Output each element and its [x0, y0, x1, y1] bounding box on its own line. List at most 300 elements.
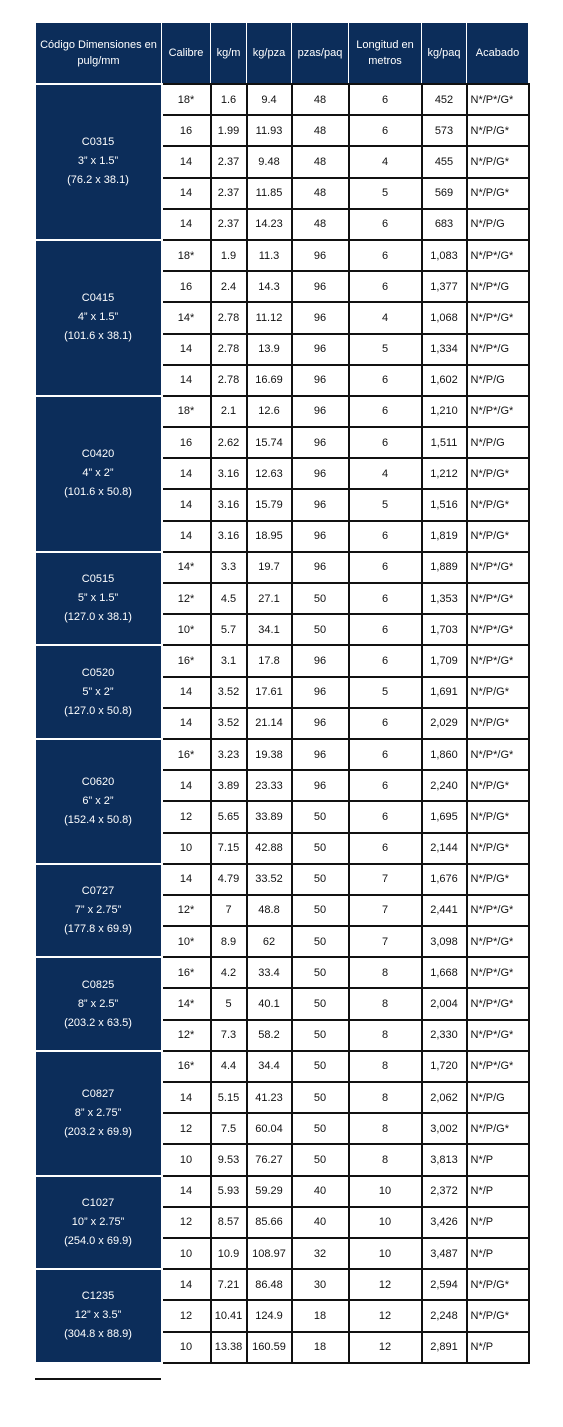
- cell-kgpaq: 1,695: [422, 801, 467, 832]
- cell-calibre: 12: [162, 1207, 211, 1238]
- cell-acabado: N*/P/G*: [467, 1113, 529, 1144]
- cell-longitud: 10: [349, 1238, 422, 1269]
- cell-pzas: 96: [292, 334, 349, 365]
- cell-longitud: 8: [349, 1082, 422, 1113]
- cell-acabado: N*/P/G*: [467, 708, 529, 739]
- cell-pzas: 50: [292, 864, 349, 895]
- cell-longitud: 6: [349, 833, 422, 864]
- cell-acabado: N*/P: [467, 1207, 529, 1238]
- table-row: [36, 84, 529, 115]
- cell-pzas: 96: [292, 645, 349, 676]
- cell-acabado: N*/P*/G*: [467, 84, 529, 115]
- cell-kgpaq: 1,602: [422, 365, 467, 396]
- cell-pzas: 40: [292, 1176, 349, 1207]
- cell-kgpza: 48.8: [247, 895, 292, 926]
- cell-longitud: 5: [349, 489, 422, 520]
- cell-acabado: N*/P*/G*: [467, 1051, 529, 1082]
- cell-calibre: 10: [162, 1332, 211, 1363]
- dimensions-mm: (254.0 x 69.9): [64, 1234, 132, 1247]
- cell-kgpza: 9.48: [247, 146, 292, 177]
- product-code-cell: [36, 645, 162, 739]
- table-row: [36, 1051, 529, 1082]
- cell-kgpza: 9.4: [247, 84, 292, 115]
- cell-longitud: 6: [349, 583, 422, 614]
- cell-kgm: 13.38: [211, 1332, 247, 1363]
- cell-kgpza: 11.12: [247, 302, 292, 333]
- dimensions-mm: (101.6 x 50.8): [64, 486, 132, 499]
- cell-pzas: 50: [292, 833, 349, 864]
- cell-kgpaq: 3,098: [422, 926, 467, 957]
- cell-kgm: 4.4: [211, 1051, 247, 1082]
- header-kgm: kg/m: [211, 23, 247, 85]
- cell-pzas: 96: [292, 427, 349, 458]
- cell-kgm: 2.78: [211, 302, 247, 333]
- product-code: C0515: [81, 573, 115, 586]
- product-code: C0315: [81, 136, 115, 149]
- cell-pzas: 48: [292, 84, 349, 115]
- dimensions-inches: 3” x 1.5”: [77, 155, 119, 168]
- product-code: C0825: [81, 978, 115, 991]
- cell-kgm: 8.9: [211, 926, 247, 957]
- cell-kgpaq: 2,029: [422, 708, 467, 739]
- cell-acabado: N*/P*/G*: [467, 240, 529, 271]
- cell-kgm: 2.4: [211, 271, 247, 302]
- cell-acabado: N*/P/G: [467, 209, 529, 240]
- cell-acabado: N*/P*/G*: [467, 396, 529, 427]
- cell-kgm: 3.16: [211, 521, 247, 552]
- cell-calibre: 14: [162, 677, 211, 708]
- cell-kgm: 2.62: [211, 427, 247, 458]
- cell-calibre: 16*: [162, 1051, 211, 1082]
- cell-pzas: 96: [292, 396, 349, 427]
- cell-kgpaq: 3,426: [422, 1207, 467, 1238]
- product-code-cell: [36, 957, 162, 1051]
- cell-kgpaq: 2,248: [422, 1300, 467, 1331]
- table-row: [36, 396, 529, 427]
- cell-longitud: 6: [349, 521, 422, 552]
- dimensions-inches: 5” x 1.5”: [77, 592, 119, 605]
- cell-calibre: 10*: [162, 614, 211, 645]
- cell-acabado: N*/P*/G*: [467, 739, 529, 770]
- cell-kgm: 1.99: [211, 115, 247, 146]
- cell-longitud: 6: [349, 115, 422, 146]
- cell-calibre: 18*: [162, 396, 211, 427]
- cell-kgpaq: 1,334: [422, 334, 467, 365]
- cell-pzas: 48: [292, 146, 349, 177]
- product-code-cell: [36, 396, 162, 552]
- cell-acabado: N*/P*/G*: [467, 1020, 529, 1051]
- cell-acabado: N*/P*/G*: [467, 926, 529, 957]
- cell-calibre: 14: [162, 521, 211, 552]
- cell-pzas: 50: [292, 895, 349, 926]
- product-code-cell: [36, 552, 162, 646]
- cell-kgpza: 11.93: [247, 115, 292, 146]
- cell-longitud: 4: [349, 146, 422, 177]
- cell-longitud: 12: [349, 1332, 422, 1363]
- cell-acabado: N*/P/G*: [467, 833, 529, 864]
- cell-acabado: N*/P*/G*: [467, 645, 529, 676]
- dimensions-mm: (177.8 x 69.9): [64, 922, 132, 935]
- product-code-cell: [36, 1176, 162, 1270]
- cell-calibre: 16*: [162, 957, 211, 988]
- cell-kgm: 7.3: [211, 1020, 247, 1051]
- cell-longitud: 10: [349, 1176, 422, 1207]
- dimensions-mm: (127.0 x 38.1): [64, 611, 132, 624]
- cell-acabado: N*/P/G*: [467, 489, 529, 520]
- cell-kgpza: 41.23: [247, 1082, 292, 1113]
- cell-calibre: 18*: [162, 84, 211, 115]
- product-code: C1235: [81, 1290, 115, 1303]
- dimensions-inches: 12” x 3.5”: [74, 1309, 122, 1322]
- cell-kgm: 7.15: [211, 833, 247, 864]
- cell-calibre: 14: [162, 209, 211, 240]
- cell-longitud: 6: [349, 739, 422, 770]
- cell-longitud: 7: [349, 864, 422, 895]
- cell-calibre: 10: [162, 1144, 211, 1175]
- cell-pzas: 50: [292, 801, 349, 832]
- cell-acabado: N*/P*/G*: [467, 302, 529, 333]
- cell-kgpaq: 455: [422, 146, 467, 177]
- cell-kgpaq: 1,860: [422, 739, 467, 770]
- cell-kgpaq: 2,240: [422, 770, 467, 801]
- cell-kgpza: 21.14: [247, 708, 292, 739]
- cell-acabado: N*/P*/G*: [467, 988, 529, 1019]
- cell-longitud: 7: [349, 895, 422, 926]
- cell-kgpaq: 573: [422, 115, 467, 146]
- cell-longitud: 6: [349, 427, 422, 458]
- cell-acabado: N*/P/G*: [467, 677, 529, 708]
- cell-kgpaq: 3,002: [422, 1113, 467, 1144]
- cell-longitud: 8: [349, 988, 422, 1019]
- cell-pzas: 48: [292, 115, 349, 146]
- cell-calibre: 16: [162, 115, 211, 146]
- cell-calibre: 12*: [162, 895, 211, 926]
- cell-longitud: 5: [349, 677, 422, 708]
- cell-longitud: 10: [349, 1207, 422, 1238]
- cell-kgpaq: 2,062: [422, 1082, 467, 1113]
- cell-calibre: 14*: [162, 302, 211, 333]
- cell-acabado: N*/P: [467, 1176, 529, 1207]
- cell-acabado: N*/P/G: [467, 365, 529, 396]
- dimensions-mm: (76.2 x 38.1): [67, 174, 129, 187]
- cell-kgm: 4.79: [211, 864, 247, 895]
- product-code: C0520: [81, 666, 115, 679]
- dimensions-inches: 7” x 2.75”: [74, 903, 122, 916]
- cell-kgm: 5.7: [211, 614, 247, 645]
- header-longitud: Longitud en metros: [349, 23, 422, 85]
- cell-kgpaq: 1,068: [422, 302, 467, 333]
- cell-kgpaq: 1,819: [422, 521, 467, 552]
- cell-kgm: 4.5: [211, 583, 247, 614]
- cell-calibre: 12: [162, 801, 211, 832]
- dimensions-inches: 4” x 1.5”: [77, 311, 119, 324]
- header-code: Código Dimensiones en pulg/mm: [36, 23, 162, 85]
- cell-calibre: 12: [162, 1113, 211, 1144]
- cell-calibre: 14: [162, 1082, 211, 1113]
- cell-kgm: 3.16: [211, 489, 247, 520]
- table-row: [36, 864, 529, 895]
- cell-kgpza: 12.63: [247, 458, 292, 489]
- cell-acabado: N*/P*/G: [467, 271, 529, 302]
- cell-acabado: N*/P/G*: [467, 1269, 529, 1300]
- cell-pzas: 96: [292, 271, 349, 302]
- cell-kgpza: 42.88: [247, 833, 292, 864]
- cell-acabado: N*/P/G*: [467, 801, 529, 832]
- cell-acabado: N*/P/G*: [467, 864, 529, 895]
- cell-pzas: 96: [292, 458, 349, 489]
- cell-longitud: 4: [349, 458, 422, 489]
- table-row: [36, 240, 529, 271]
- cell-kgpaq: 683: [422, 209, 467, 240]
- cell-longitud: 6: [349, 801, 422, 832]
- cell-calibre: 16: [162, 271, 211, 302]
- cell-acabado: N*/P/G: [467, 427, 529, 458]
- cell-longitud: 8: [349, 1020, 422, 1051]
- cell-kgpza: 60.04: [247, 1113, 292, 1144]
- cell-kgpza: 14.23: [247, 209, 292, 240]
- cell-kgpza: 19.7: [247, 552, 292, 583]
- cell-kgm: 3.89: [211, 770, 247, 801]
- table-row: [36, 1269, 529, 1300]
- cell-kgpza: 14.3: [247, 271, 292, 302]
- cell-kgpaq: 3,487: [422, 1238, 467, 1269]
- cell-kgm: 2.78: [211, 334, 247, 365]
- cell-acabado: N*/P/G*: [467, 178, 529, 209]
- cell-kgpza: 58.2: [247, 1020, 292, 1051]
- cell-kgpza: 11.85: [247, 178, 292, 209]
- cell-pzas: 50: [292, 988, 349, 1019]
- cell-calibre: 10*: [162, 926, 211, 957]
- cell-kgm: 2.37: [211, 209, 247, 240]
- cell-calibre: 14: [162, 770, 211, 801]
- product-code-cell: [36, 864, 162, 958]
- cell-kgpza: 19.38: [247, 739, 292, 770]
- table-row: [36, 957, 529, 988]
- cell-kgpza: 34.4: [247, 1051, 292, 1082]
- cell-kgpaq: 1,377: [422, 271, 467, 302]
- cell-kgpza: 76.27: [247, 1144, 292, 1175]
- cell-acabado: N*/P/G*: [467, 1300, 529, 1331]
- cell-kgpaq: 1,210: [422, 396, 467, 427]
- cell-calibre: 12: [162, 1300, 211, 1331]
- product-code-cell: [36, 1269, 162, 1363]
- cell-acabado: N*/P*/G*: [467, 895, 529, 926]
- cell-kgm: 5.15: [211, 1082, 247, 1113]
- cell-pzas: 96: [292, 489, 349, 520]
- dimensions-mm: (203.2 x 63.5): [64, 1016, 132, 1029]
- dimensions-inches: 6” x 2”: [82, 794, 114, 807]
- cell-calibre: 14: [162, 334, 211, 365]
- cell-pzas: 18: [292, 1332, 349, 1363]
- cell-kgm: 9.53: [211, 1144, 247, 1175]
- cell-kgpza: 160.59: [247, 1332, 292, 1363]
- cell-longitud: 6: [349, 770, 422, 801]
- cell-kgpza: 16.69: [247, 365, 292, 396]
- cell-longitud: 6: [349, 645, 422, 676]
- cell-longitud: 6: [349, 708, 422, 739]
- cell-kgpaq: 1,668: [422, 957, 467, 988]
- cell-acabado: N*/P/G*: [467, 521, 529, 552]
- cell-pzas: 50: [292, 1020, 349, 1051]
- cell-pzas: 50: [292, 614, 349, 645]
- cell-kgpza: 27.1: [247, 583, 292, 614]
- cell-kgpza: 12.6: [247, 396, 292, 427]
- cell-acabado: N*/P: [467, 1238, 529, 1269]
- dimensions-mm: (101.6 x 38.1): [64, 330, 132, 343]
- cell-longitud: 6: [349, 271, 422, 302]
- cell-calibre: 14: [162, 365, 211, 396]
- cell-kgpaq: 1,703: [422, 614, 467, 645]
- cell-longitud: 8: [349, 957, 422, 988]
- cell-kgpza: 33.52: [247, 864, 292, 895]
- product-code: C0620: [81, 775, 115, 788]
- cell-pzas: 50: [292, 1051, 349, 1082]
- cell-kgm: 1.9: [211, 240, 247, 271]
- header-pzas: pzas/paq: [292, 23, 349, 85]
- cell-acabado: N*/P/G*: [467, 146, 529, 177]
- dimensions-mm: (152.4 x 50.8): [64, 813, 132, 826]
- cell-acabado: N*/P: [467, 1332, 529, 1363]
- cell-acabado: N*/P/G*: [467, 115, 529, 146]
- cell-longitud: 8: [349, 1051, 422, 1082]
- product-code: C0420: [81, 448, 115, 461]
- cell-kgpza: 13.9: [247, 334, 292, 365]
- cell-kgpaq: 2,891: [422, 1332, 467, 1363]
- cell-longitud: 8: [349, 1144, 422, 1175]
- cell-kgpaq: 1,709: [422, 645, 467, 676]
- cell-acabado: N*/P*/G: [467, 334, 529, 365]
- bottom-rule: [35, 1378, 161, 1380]
- cell-kgpza: 33.89: [247, 801, 292, 832]
- cell-calibre: 10: [162, 1238, 211, 1269]
- cell-kgpza: 86.48: [247, 1269, 292, 1300]
- product-spec-table: [35, 22, 530, 1364]
- cell-kgm: 10.41: [211, 1300, 247, 1331]
- cell-kgpaq: 2,441: [422, 895, 467, 926]
- dimensions-inches: 5” x 2”: [82, 685, 114, 698]
- cell-kgpza: 15.79: [247, 489, 292, 520]
- table-row: [36, 1176, 529, 1207]
- cell-kgpza: 23.33: [247, 770, 292, 801]
- cell-kgm: 3.52: [211, 708, 247, 739]
- cell-kgpza: 108.97: [247, 1238, 292, 1269]
- table-row: [36, 552, 529, 583]
- header-calibre: Calibre: [162, 23, 211, 85]
- cell-calibre: 14: [162, 864, 211, 895]
- cell-calibre: 14: [162, 1176, 211, 1207]
- cell-acabado: N*/P*/G*: [467, 957, 529, 988]
- cell-kgm: 2.78: [211, 365, 247, 396]
- cell-calibre: 14: [162, 178, 211, 209]
- cell-kgpaq: 1,353: [422, 583, 467, 614]
- cell-longitud: 6: [349, 365, 422, 396]
- cell-kgpaq: 1,516: [422, 489, 467, 520]
- cell-acabado: N*/P*/G*: [467, 614, 529, 645]
- cell-kgpaq: 1,691: [422, 677, 467, 708]
- cell-longitud: 4: [349, 302, 422, 333]
- cell-acabado: N*/P/G*: [467, 770, 529, 801]
- dimensions-mm: (304.8 x 88.9): [64, 1328, 132, 1341]
- header-kgpaq: kg/paq: [422, 23, 467, 85]
- cell-longitud: 5: [349, 334, 422, 365]
- cell-kgm: 7.5: [211, 1113, 247, 1144]
- cell-kgpza: 34.1: [247, 614, 292, 645]
- cell-calibre: 10: [162, 833, 211, 864]
- cell-kgm: 2.37: [211, 178, 247, 209]
- cell-kgpaq: 2,594: [422, 1269, 467, 1300]
- cell-calibre: 14*: [162, 552, 211, 583]
- cell-acabado: N*/P*/G*: [467, 583, 529, 614]
- dimensions-mm: (203.2 x 69.9): [64, 1125, 132, 1138]
- cell-longitud: 5: [349, 178, 422, 209]
- cell-kgpza: 18.95: [247, 521, 292, 552]
- cell-calibre: 12*: [162, 1020, 211, 1051]
- cell-calibre: 16*: [162, 739, 211, 770]
- cell-kgpza: 62: [247, 926, 292, 957]
- header-acabado: Acabado: [467, 23, 529, 85]
- cell-kgm: 3.1: [211, 645, 247, 676]
- cell-pzas: 50: [292, 957, 349, 988]
- cell-kgpza: 17.61: [247, 677, 292, 708]
- cell-kgpza: 124.9: [247, 1300, 292, 1331]
- cell-calibre: 12*: [162, 583, 211, 614]
- cell-kgpaq: 1,889: [422, 552, 467, 583]
- cell-kgpaq: 3,813: [422, 1144, 467, 1175]
- cell-kgpaq: 2,144: [422, 833, 467, 864]
- product-code-cell: [36, 240, 162, 396]
- cell-calibre: 14: [162, 489, 211, 520]
- cell-kgm: 5: [211, 988, 247, 1019]
- cell-pzas: 96: [292, 302, 349, 333]
- cell-kgm: 5.93: [211, 1176, 247, 1207]
- cell-pzas: 96: [292, 365, 349, 396]
- header-kgpza: kg/pza: [247, 23, 292, 85]
- cell-longitud: 6: [349, 552, 422, 583]
- cell-kgpaq: 1,511: [422, 427, 467, 458]
- table-header: [36, 23, 529, 85]
- cell-pzas: 50: [292, 1144, 349, 1175]
- cell-kgm: 2.1: [211, 396, 247, 427]
- cell-calibre: 18*: [162, 240, 211, 271]
- cell-kgpza: 15.74: [247, 427, 292, 458]
- cell-kgpza: 33.4: [247, 957, 292, 988]
- cell-longitud: 8: [349, 1113, 422, 1144]
- dimensions-inches: 8” x 2.5”: [77, 997, 119, 1010]
- cell-pzas: 50: [292, 926, 349, 957]
- cell-pzas: 96: [292, 708, 349, 739]
- cell-kgpza: 11.3: [247, 240, 292, 271]
- cell-kgm: 4.2: [211, 957, 247, 988]
- table-body: [36, 84, 529, 1363]
- cell-kgpaq: 452: [422, 84, 467, 115]
- cell-pzas: 18: [292, 1300, 349, 1331]
- cell-pzas: 96: [292, 521, 349, 552]
- dimensions-mm: (127.0 x 50.8): [64, 704, 132, 717]
- cell-kgpza: 59.29: [247, 1176, 292, 1207]
- cell-kgpaq: 1,676: [422, 864, 467, 895]
- cell-calibre: 14*: [162, 988, 211, 1019]
- cell-kgm: 3.16: [211, 458, 247, 489]
- cell-longitud: 12: [349, 1300, 422, 1331]
- cell-kgpaq: 2,330: [422, 1020, 467, 1051]
- table-row: [36, 739, 529, 770]
- table-row: [36, 645, 529, 676]
- product-code: C0415: [81, 292, 115, 305]
- cell-acabado: N*/P/G*: [467, 458, 529, 489]
- cell-calibre: 14: [162, 1269, 211, 1300]
- cell-longitud: 6: [349, 240, 422, 271]
- cell-kgpaq: 1,212: [422, 458, 467, 489]
